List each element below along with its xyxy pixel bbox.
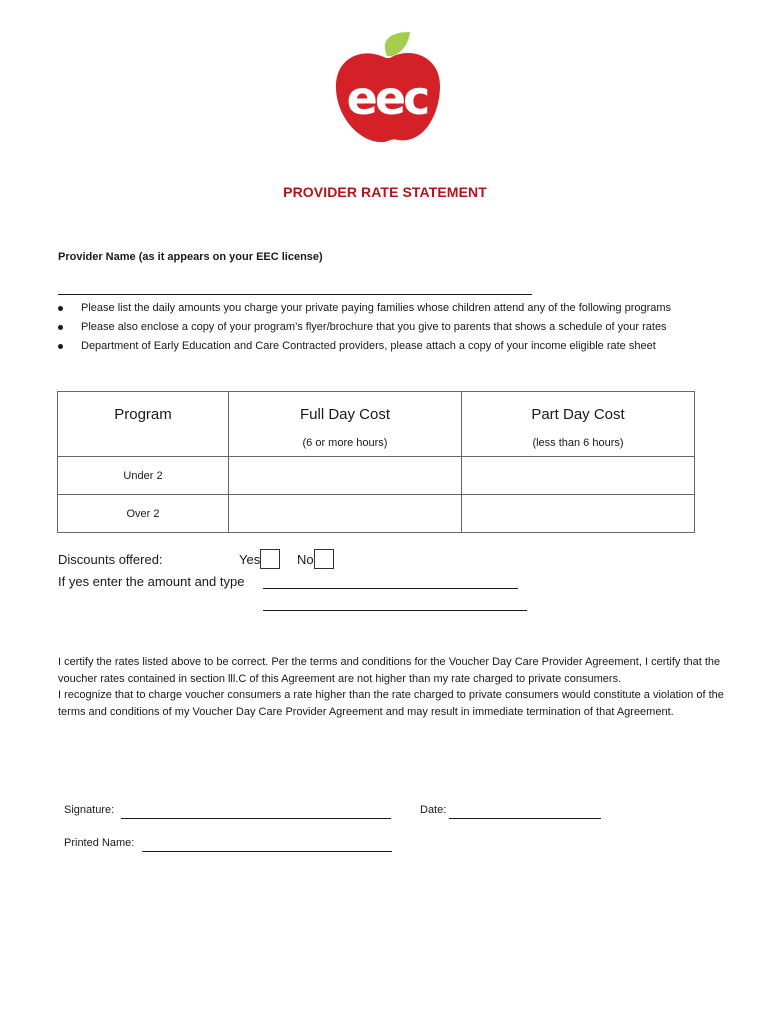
no-label: No bbox=[297, 551, 314, 567]
header-cell-full-day: Full Day Cost (6 or more hours) bbox=[229, 392, 462, 457]
eec-apple-logo-icon bbox=[332, 28, 442, 148]
discount-type-field[interactable] bbox=[263, 610, 527, 611]
discount-amount-field[interactable] bbox=[263, 588, 518, 589]
provider-name-field[interactable] bbox=[58, 294, 532, 295]
bullet-icon bbox=[58, 306, 63, 311]
header-cell-part-day: Part Day Cost (less than 6 hours) bbox=[462, 392, 695, 457]
discount-no-option bbox=[297, 549, 334, 569]
part-day-cost-field[interactable] bbox=[462, 457, 695, 495]
bullet-text: Department of Early Education and Care Contracted providers, please attach a copy of your income eligible rate sheet bbox=[81, 340, 656, 352]
page-title: PROVIDER RATE STATEMENT bbox=[283, 184, 487, 200]
date-label: Date: bbox=[420, 804, 447, 816]
provider-name-label: Provider Name (as it appears on your EEC license) bbox=[58, 251, 323, 263]
certification-text bbox=[58, 654, 738, 720]
no-checkbox[interactable] bbox=[314, 549, 334, 569]
bullet-text: Please list the daily amounts you charge your private paying families whose children attend any of the following programs bbox=[81, 302, 672, 314]
date-field[interactable] bbox=[449, 818, 601, 819]
list-item bbox=[58, 299, 738, 318]
certification-paragraph: I recognize that to charge voucher consumers a rate higher than the rate charged to private consumers would constitute a violation of the terms and conditions of my Voucher Day Care Provider Agreement and may result in immediate termination of that Agreement. bbox=[58, 689, 724, 718]
signature-field[interactable] bbox=[121, 818, 391, 819]
table-header-row bbox=[58, 392, 695, 457]
full-day-cost-field[interactable] bbox=[229, 457, 462, 495]
bullet-icon bbox=[58, 344, 63, 349]
program-cell: Under 2 bbox=[58, 457, 229, 495]
rate-table bbox=[57, 391, 695, 533]
full-day-cost-field[interactable] bbox=[229, 495, 462, 533]
instruction-list bbox=[58, 299, 738, 356]
logo-text: eec bbox=[346, 71, 428, 125]
printed-name-field[interactable] bbox=[142, 851, 392, 852]
table-row bbox=[58, 495, 695, 533]
signature-label: Signature: bbox=[64, 804, 115, 816]
table-row bbox=[58, 457, 695, 495]
list-item bbox=[58, 318, 738, 337]
list-item bbox=[58, 337, 738, 356]
bullet-icon bbox=[58, 325, 63, 330]
certification-paragraph: I certify the rates listed above to be correct. Per the terms and conditions for the Voucher Day Care Provider Agreement, I certify that the voucher rates contained in section lll.C of this Agreement are not higher than my rate charged to private consumers. bbox=[58, 656, 721, 685]
yes-checkbox[interactable] bbox=[260, 549, 280, 569]
discount-yes-option bbox=[239, 549, 280, 569]
header-cell-program: Program bbox=[58, 392, 229, 457]
if-yes-label: If yes enter the amount and type bbox=[58, 574, 245, 589]
program-cell: Over 2 bbox=[58, 495, 229, 533]
part-day-cost-field[interactable] bbox=[462, 495, 695, 533]
yes-label: Yes bbox=[239, 551, 261, 567]
discounts-label: Discounts offered: bbox=[58, 552, 163, 567]
printed-name-label: Printed Name: bbox=[64, 837, 135, 849]
bullet-text: Please also enclose a copy of your program’s flyer/brochure that you give to parents that shows a schedule of your rates bbox=[81, 321, 667, 333]
